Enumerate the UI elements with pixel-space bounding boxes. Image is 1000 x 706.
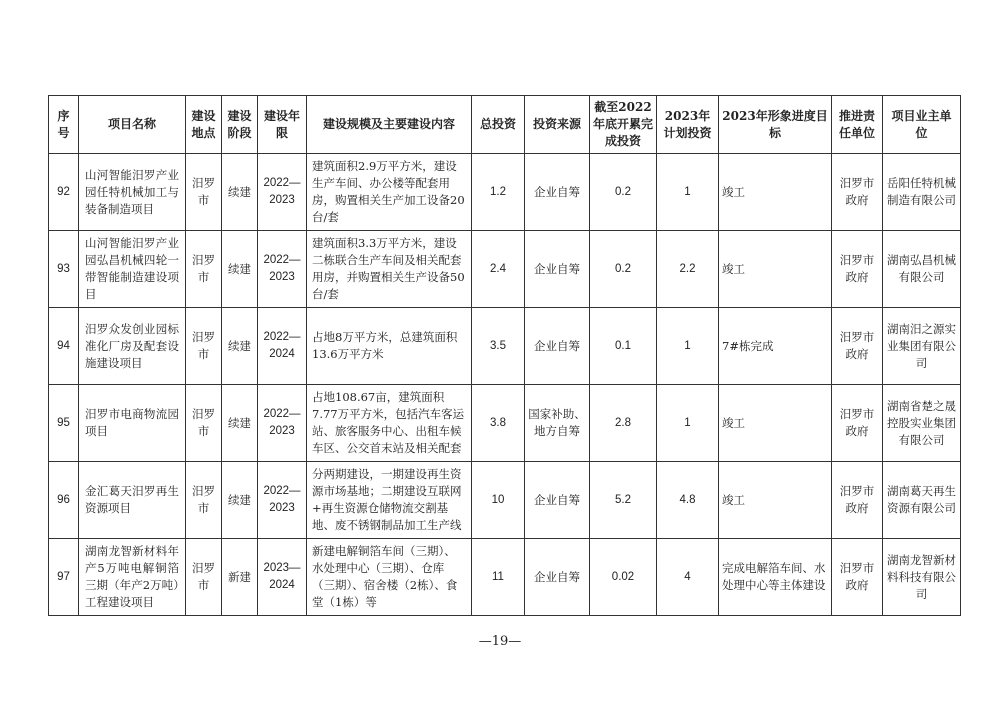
cell-content: 分两期建设，一期建设再生资源市场基地；二期建设互联网+再生资源仓储物流交割基地、废不锈钢制品加工生产线 (307, 462, 472, 539)
table-row (49, 462, 961, 539)
cell-responsible: 汨罗市政府 (832, 231, 883, 308)
cell-completed: 0.1 (590, 308, 657, 385)
cell-period: 2022—2023 (258, 385, 307, 462)
cell-location: 汨罗市 (186, 231, 222, 308)
cell-seq: 92 (49, 154, 79, 231)
cell-plan: 1 (657, 154, 719, 231)
cell-responsible: 汨罗市政府 (832, 308, 883, 385)
cell-location: 汨罗市 (186, 462, 222, 539)
table-row (49, 154, 961, 231)
table-row (49, 539, 961, 616)
cell-total: 3.8 (472, 385, 525, 462)
cell-stage: 续建 (222, 231, 258, 308)
cell-seq: 96 (49, 462, 79, 539)
project-table (48, 95, 961, 616)
header-content: 建设规模及主要建设内容 (307, 96, 472, 154)
header-responsible: 推进责任单位 (832, 96, 883, 154)
cell-content: 建筑面积3.3万平方米，建设二栋联合生产车间及相关配套用房，并购置相关生产设备50台/套 (307, 231, 472, 308)
cell-period: 2022—2023 (258, 462, 307, 539)
cell-period: 2022—2024 (258, 308, 307, 385)
cell-responsible: 汨罗市政府 (832, 462, 883, 539)
cell-responsible: 汨罗市政府 (832, 539, 883, 616)
cell-responsible: 汨罗市政府 (832, 385, 883, 462)
cell-seq: 95 (49, 385, 79, 462)
cell-stage: 续建 (222, 308, 258, 385)
cell-plan: 2.2 (657, 231, 719, 308)
header-goal: 2023年形象进度目标 (719, 96, 832, 154)
cell-goal: 竣工 (719, 154, 832, 231)
cell-content: 占地108.67亩，建筑面积7.77万平方米，包括汽车客运站、旅客服务中心、出租车候车区、公交首末站及相关配套 (307, 385, 472, 462)
cell-content: 新建电解铜箔车间（三期）、水处理中心（三期）、仓库（三期）、宿舍楼（2栋）、食堂（1栋）等 (307, 539, 472, 616)
cell-goal: 竣工 (719, 385, 832, 462)
cell-stage: 续建 (222, 154, 258, 231)
cell-total: 2.4 (472, 231, 525, 308)
cell-responsible: 汨罗市政府 (832, 154, 883, 231)
cell-stage: 续建 (222, 385, 258, 462)
cell-plan: 4 (657, 539, 719, 616)
cell-owner: 岳阳任特机械制造有限公司 (883, 154, 961, 231)
header-location: 建设地点 (186, 96, 222, 154)
cell-owner: 湖南省楚之晟控股实业集团有限公司 (883, 385, 961, 462)
cell-plan: 1 (657, 308, 719, 385)
table-row (49, 385, 961, 462)
cell-stage: 续建 (222, 462, 258, 539)
header-owner: 项目业主单位 (883, 96, 961, 154)
cell-stage: 新建 (222, 539, 258, 616)
cell-name: 金汇葛天汨罗再生资源项目 (79, 462, 186, 539)
cell-location: 汨罗市 (186, 308, 222, 385)
cell-content: 占地8万平方米，总建筑面积13.6万平方米 (307, 308, 472, 385)
table-header-row (49, 96, 961, 154)
cell-goal: 完成电解箔车间、水处理中心等主体建设 (719, 539, 832, 616)
cell-source: 企业自筹 (525, 539, 590, 616)
cell-name: 汨罗众发创业园标准化厂房及配套设施建设项目 (79, 308, 186, 385)
cell-completed: 5.2 (590, 462, 657, 539)
cell-completed: 0.2 (590, 154, 657, 231)
cell-source: 企业自筹 (525, 154, 590, 231)
cell-source: 国家补助、地方自筹 (525, 385, 590, 462)
cell-content: 建筑面积2.9万平方米，建设生产车间、办公楼等配套用房，购置相关生产加工设备20台/套 (307, 154, 472, 231)
cell-period: 2023—2024 (258, 539, 307, 616)
cell-owner: 湖南葛天再生资源有限公司 (883, 462, 961, 539)
cell-completed: 2.8 (590, 385, 657, 462)
cell-location: 汨罗市 (186, 539, 222, 616)
cell-source: 企业自筹 (525, 308, 590, 385)
header-stage: 建设阶段 (222, 96, 258, 154)
cell-source: 企业自筹 (525, 231, 590, 308)
cell-name: 湖南龙智新材料年产5万吨电解铜箔三期（年产2万吨）工程建设项目 (79, 539, 186, 616)
cell-total: 10 (472, 462, 525, 539)
page-number: —19— (478, 634, 522, 649)
header-total: 总投资 (472, 96, 525, 154)
cell-plan: 4.8 (657, 462, 719, 539)
header-plan: 2023年计划投资 (657, 96, 719, 154)
cell-name: 山河智能汨罗产业园任特机械加工与装备制造项目 (79, 154, 186, 231)
cell-plan: 1 (657, 385, 719, 462)
cell-total: 3.5 (472, 308, 525, 385)
table-row (49, 308, 961, 385)
cell-owner: 湖南龙智新材料科技有限公司 (883, 539, 961, 616)
cell-total: 1.2 (472, 154, 525, 231)
cell-period: 2022—2023 (258, 154, 307, 231)
cell-completed: 0.02 (590, 539, 657, 616)
header-source: 投资来源 (525, 96, 590, 154)
header-period: 建设年限 (258, 96, 307, 154)
cell-period: 2022—2023 (258, 231, 307, 308)
header-completed: 截至2022年底开累完成投资 (590, 96, 657, 154)
cell-name: 汨罗市电商物流园项目 (79, 385, 186, 462)
header-name: 项目名称 (79, 96, 186, 154)
cell-seq: 97 (49, 539, 79, 616)
cell-seq: 94 (49, 308, 79, 385)
cell-name: 山河智能汨罗产业园弘昌机械四轮一带智能制造建设项目 (79, 231, 186, 308)
cell-seq: 93 (49, 231, 79, 308)
cell-total: 11 (472, 539, 525, 616)
cell-source: 企业自筹 (525, 462, 590, 539)
table-row (49, 231, 961, 308)
cell-location: 汨罗市 (186, 385, 222, 462)
cell-goal: 竣工 (719, 462, 832, 539)
cell-completed: 0.2 (590, 231, 657, 308)
cell-owner: 湖南汨之源实业集团有限公司 (883, 308, 961, 385)
cell-goal: 7#栋完成 (719, 308, 832, 385)
cell-location: 汨罗市 (186, 154, 222, 231)
cell-goal: 竣工 (719, 231, 832, 308)
cell-owner: 湖南弘昌机械有限公司 (883, 231, 961, 308)
header-seq: 序号 (49, 96, 79, 154)
